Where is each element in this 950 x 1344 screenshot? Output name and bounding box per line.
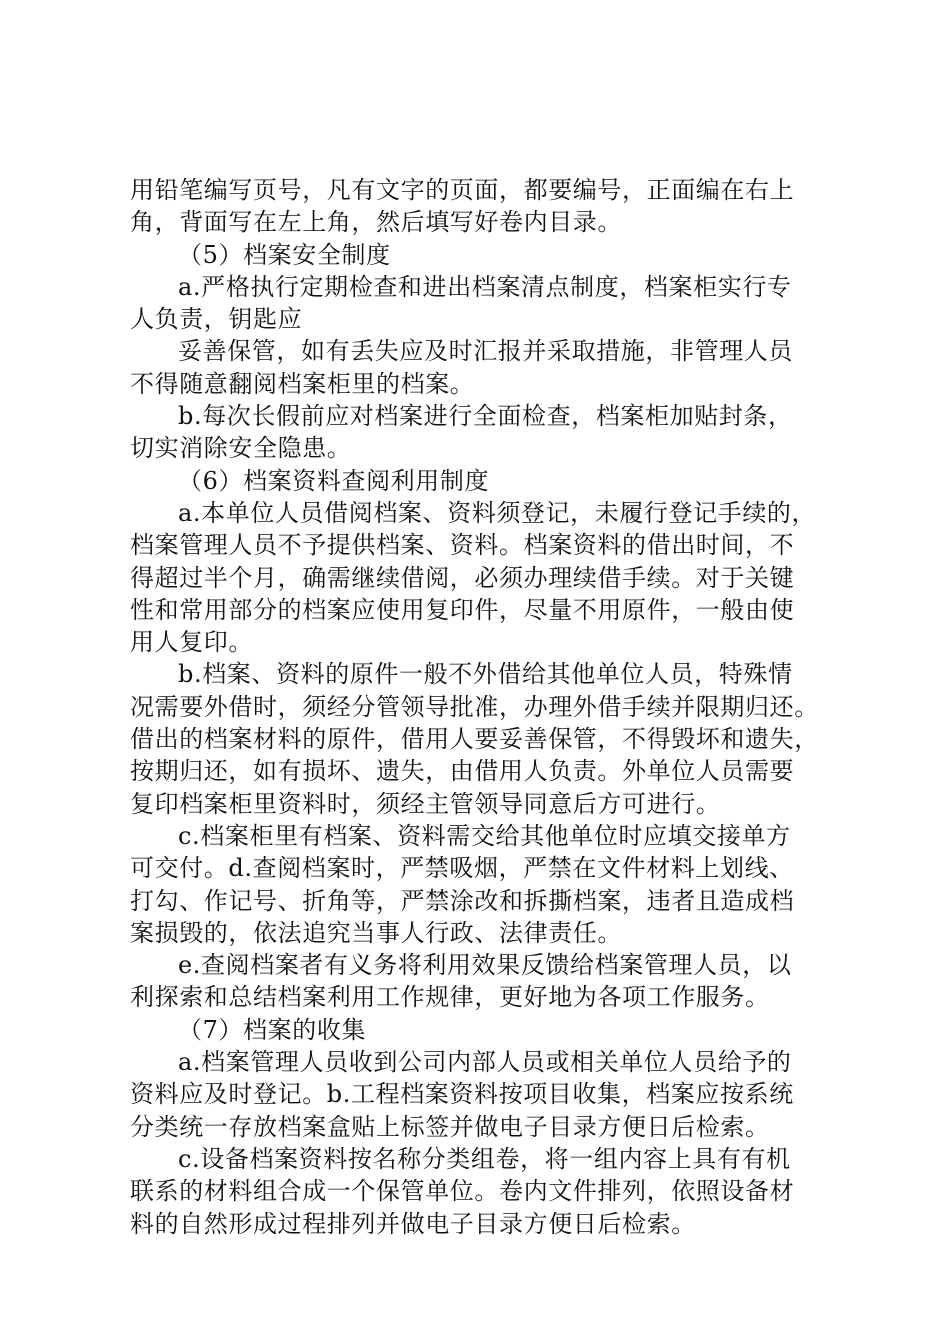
paragraph — [130, 820, 830, 949]
section-heading — [130, 465, 830, 497]
text-line: 利探索和总结档案利用工作规律，更好地为各项工作服务。 — [130, 983, 770, 1012]
text-line: 人负责，钥匙应 — [130, 305, 303, 334]
text-line: 可交付。d.查阅档案时，严禁吸烟，严禁在文件材料上划线、 — [130, 854, 794, 883]
paragraph — [130, 1046, 830, 1143]
paragraph — [130, 400, 830, 465]
text-line: 借出的档案材料的原件，借用人要妥善保管，不得毁坏和遗失， — [130, 725, 819, 754]
text-line: 用人复印。 — [130, 628, 253, 657]
text-line: 联系的材料组合成一个保管单位。卷内文件排列，依照设备材 — [130, 1177, 795, 1206]
text-line: （5）档案安全制度 — [178, 240, 391, 269]
text-line: e.查阅档案者有义务将利用效果反馈给档案管理人员，以 — [178, 951, 792, 980]
text-line: 分类统一存放档案盒贴上标签并做电子目录方便日后检索。 — [130, 1112, 770, 1141]
paragraph — [130, 174, 830, 239]
paragraph — [130, 1143, 830, 1240]
text-line: a.本单位人员借阅档案、资料须登记，未履行登记手续的， — [178, 498, 817, 527]
text-line: b.每次长假前应对档案进行全面检查，档案柜加贴封条， — [178, 402, 793, 431]
text-line: 不得随意翻阅档案柜里的档案。 — [130, 369, 475, 398]
text-line: 打勾、作记号、折角等，严禁涂改和拆撕档案，违者且造成档 — [130, 886, 795, 915]
text-line: a.档案管理人员收到公司内部人员或相关单位人员给予的 — [178, 1048, 792, 1077]
text-line: 案损毁的，依法追究当事人行政、法律责任。 — [130, 918, 622, 947]
text-line: （7）档案的收集 — [178, 1015, 367, 1044]
text-line: 角，背面写在左上角，然后填写好卷内目录。 — [130, 208, 622, 237]
document-body — [130, 174, 830, 1240]
text-line: 得超过半个月，确需继续借阅，必须办理续借手续。对于关键 — [130, 563, 795, 592]
paragraph — [130, 949, 830, 1014]
text-line: 档案管理人员不予提供档案、资料。档案资料的借出时间，不 — [130, 531, 795, 560]
text-line: b.档案、资料的原件一般不外借给其他单位人员，特殊情 — [178, 660, 793, 689]
text-line: 资料应及时登记。b.工程档案资料按项目收集，档案应按系统 — [130, 1080, 794, 1109]
text-line: 复印档案柜里资料时，须经主管领导同意后方可进行。 — [130, 789, 721, 818]
section-heading — [130, 1014, 830, 1046]
text-line: （6）档案资料查阅利用制度 — [178, 466, 490, 495]
text-line: 况需要外借时，须经分管领导批准，办理外借手续并限期归还。 — [130, 692, 819, 721]
text-line: 料的自然形成过程排列并做电子目录方便日后检索。 — [130, 1209, 696, 1238]
text-line: 切实消除安全隐患。 — [130, 434, 352, 463]
text-line: 性和常用部分的档案应使用复印件，尽量不用原件，一般由使 — [130, 595, 795, 624]
paragraph — [130, 497, 830, 658]
text-line: c.档案柜里有档案、资料需交给其他单位时应填交接单方 — [178, 821, 791, 850]
text-line: 妥善保管，如有丢失应及时汇报并采取措施，非管理人员 — [178, 337, 793, 366]
text-line: a.严格执行定期检查和进出档案清点制度，档案柜实行专 — [178, 272, 792, 301]
section-heading — [130, 239, 830, 271]
paragraph — [130, 271, 830, 336]
text-line: c.设备档案资料按名称分类组卷，将一组内容上具有有机 — [178, 1144, 791, 1173]
text-line: 用铅笔编写页号，凡有文字的页面，都要编号，正面编在右上 — [130, 176, 795, 204]
paragraph — [130, 658, 830, 819]
paragraph — [130, 335, 830, 400]
text-line: 按期归还，如有损坏、遗失，由借用人负责。外单位人员需要 — [130, 757, 795, 786]
